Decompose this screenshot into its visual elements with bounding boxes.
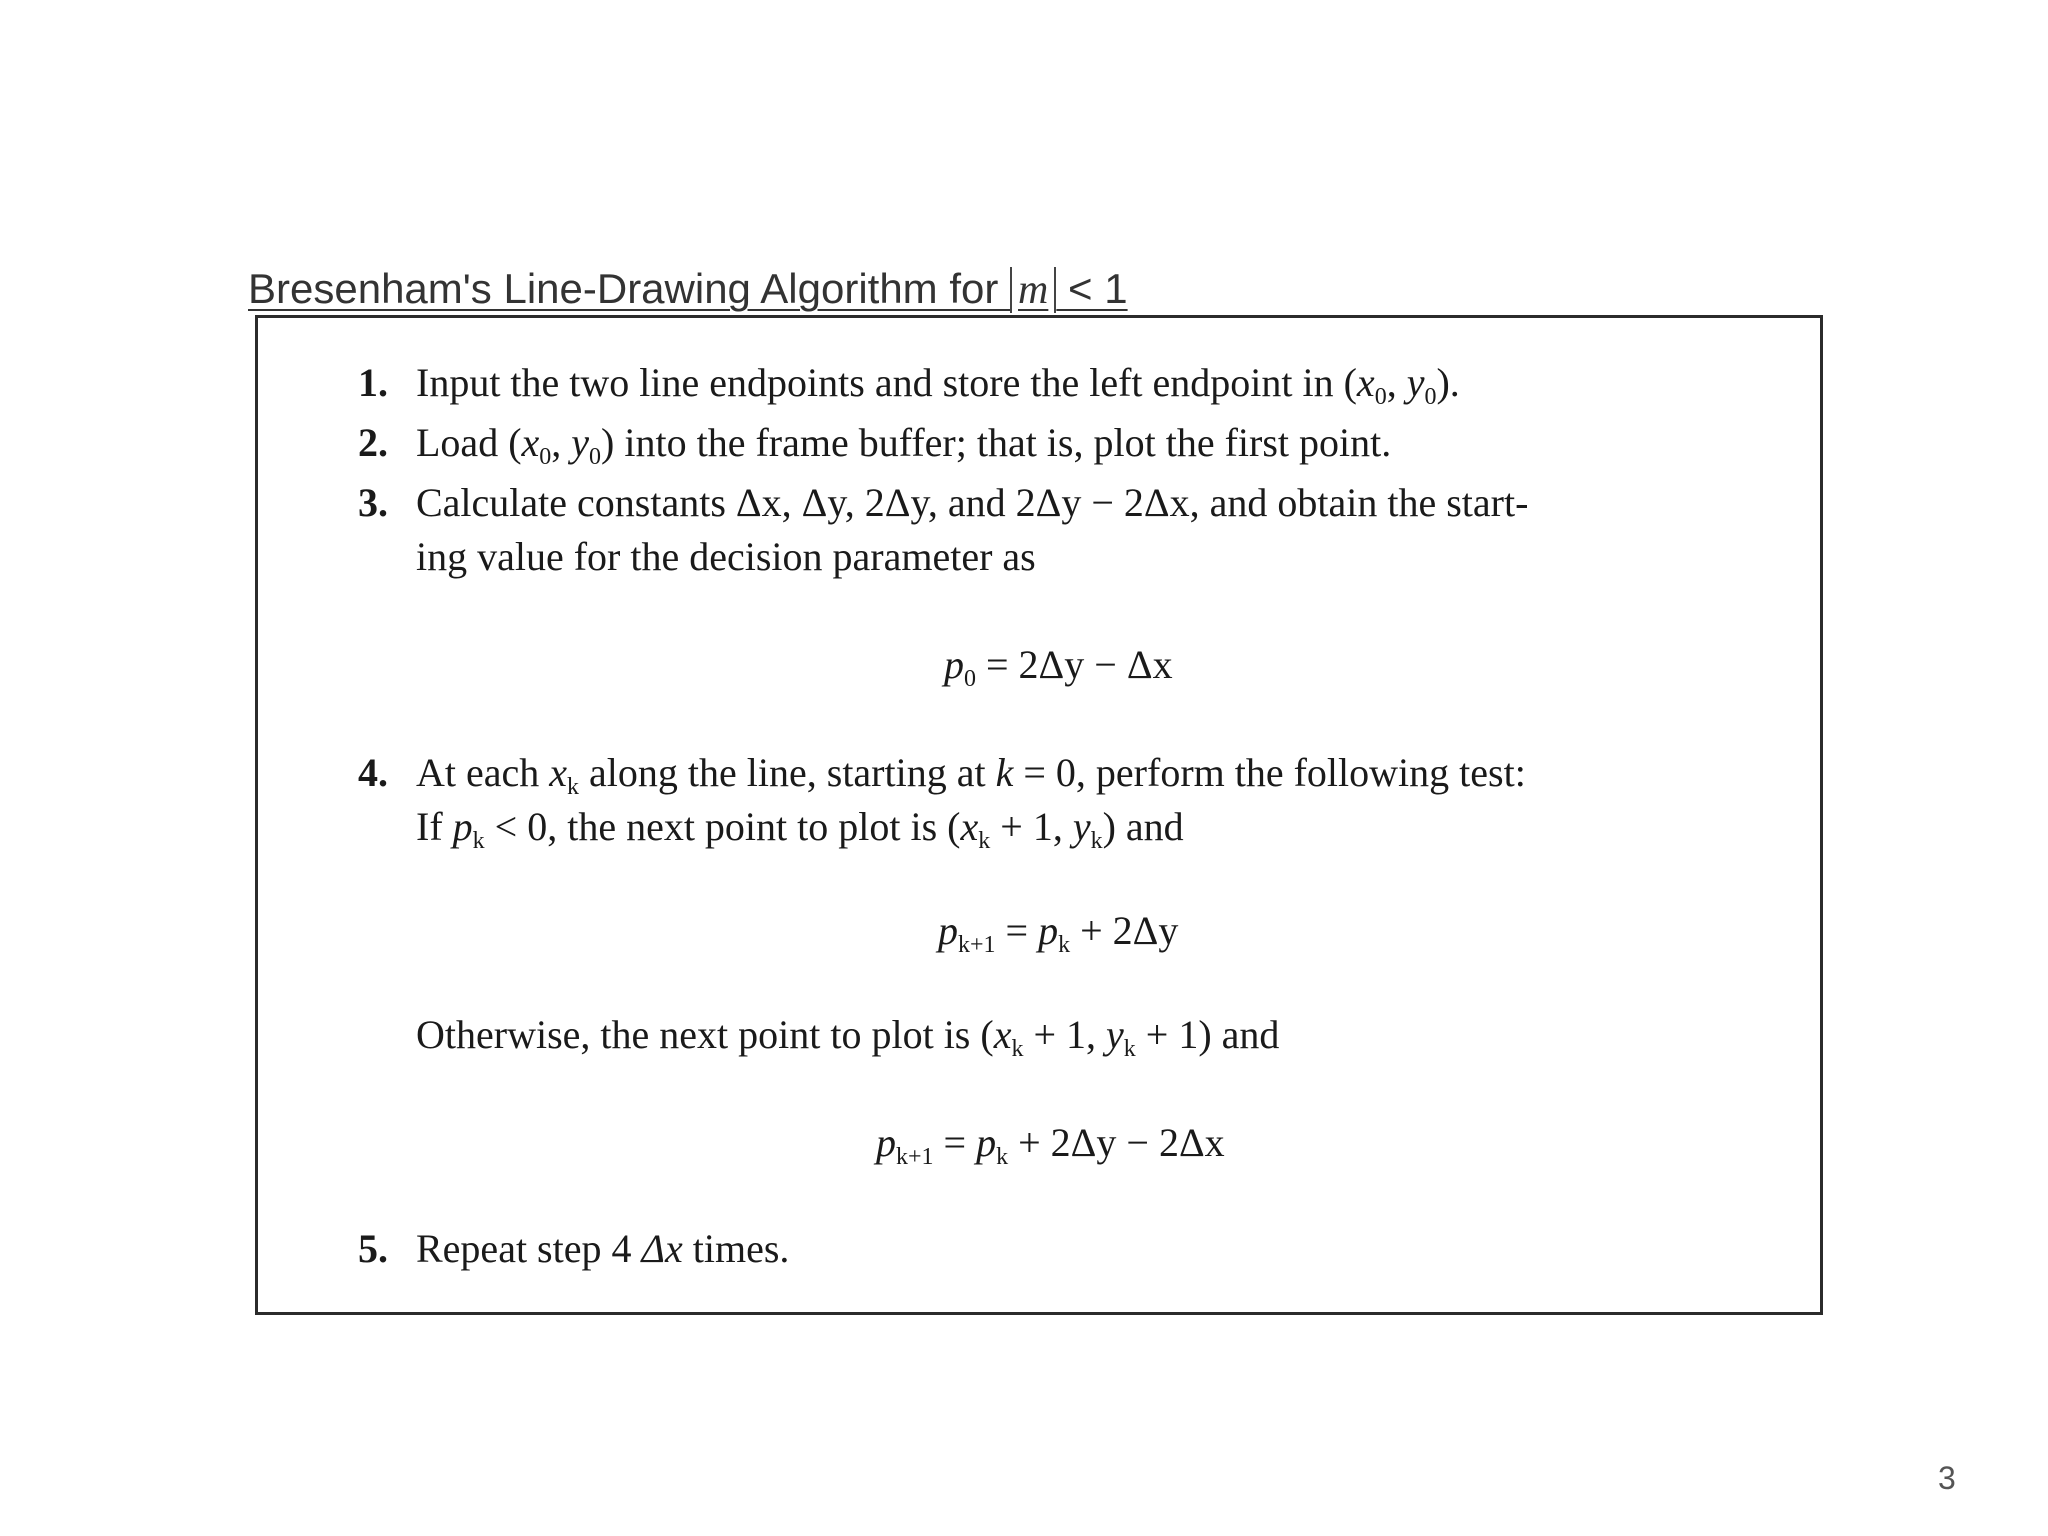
eq2-equals: = [995,908,1039,953]
step-4-p-sub: k [472,828,485,854]
step-4-cond-text: < 0, the next point to plot is ( [484,804,961,849]
step-5-number: 5. [358,1226,388,1271]
step-4-if: If [416,804,453,849]
step-5-text: Repeat step 4 [416,1226,642,1271]
otherwise-mid: + 1, [1023,1012,1107,1057]
step-3 [358,476,1528,530]
step-3-continuation: ing value for the decision parameter as [416,534,1036,579]
otherwise-text: Otherwise, the next point to plot is ( [416,1012,994,1057]
eq3-rhs: + 2Δy − 2Δx [1008,1120,1225,1165]
title-suffix: < 1 [1056,265,1128,312]
step-4-k: k [995,750,1014,795]
eq2-lhs: p [938,908,958,953]
eq3-lhs: p [876,1120,896,1165]
eq2-p: p [1038,908,1059,953]
equation-pk1-positive [938,904,1178,958]
step-2-number: 2. [358,420,388,465]
step-4-text-end: = 0, perform the following test: [1013,750,1526,795]
step-2 [358,416,1391,470]
step-5 [358,1222,789,1276]
otherwise-x-sub: k [1011,1036,1024,1062]
step-1 [358,356,1460,410]
otherwise-y: y [1106,1012,1124,1057]
step-4-p: p [452,804,473,849]
title-prefix: Bresenham's Line-Drawing Algorithm for [248,265,1011,312]
step-2-x-sub: 0 [539,444,552,470]
step-2-text: Load ( [416,420,522,465]
step-4-text: At each [416,750,550,795]
eq2-rhs: + 2Δy [1070,908,1179,953]
otherwise-end: + 1) and [1135,1012,1280,1057]
step-1-text-end: ). [1436,360,1460,405]
step-4-number: 4. [358,750,388,795]
step-2-x: x [521,420,540,465]
step-2-y: y [571,420,590,465]
step-1-y: y [1406,360,1425,405]
step-1-x-sub: 0 [1374,384,1387,410]
eq3-p: p [976,1120,997,1165]
step-4-cond-x-sub: k [978,828,991,854]
title-abs-m: m [1010,267,1056,313]
eq2-p-sub: k [1058,932,1071,958]
step-4-cond-end: ) and [1102,804,1184,849]
step-4 [358,746,1526,800]
eq3-equals: = [933,1120,977,1165]
step-4-condition [416,800,1184,854]
step-4-cond-y: y [1072,804,1091,849]
step-4-text-mid: along the line, starting at [579,750,996,795]
step-1-comma: , [1386,360,1407,405]
eq1-lhs: p [944,642,964,687]
step-4-x: x [549,750,568,795]
otherwise-x: x [993,1012,1012,1057]
step-2-comma: , [551,420,572,465]
step-5-dx: Δx [641,1226,683,1271]
step-2-text-end: ) into the frame buffer; that is, plot the first point. [601,420,1392,465]
page-number: 3 [1938,1460,1956,1496]
eq1-rhs: = 2Δy − Δx [976,642,1173,687]
step-3-text: Calculate constants Δx, Δy, 2Δy, and 2Δy − 2Δx, and obtain the start- [416,480,1529,525]
step-3-number: 3. [358,480,388,525]
otherwise-y-sub: k [1123,1036,1136,1062]
step-4-x-sub: k [567,774,580,800]
step-4-cond-y-sub: k [1090,828,1103,854]
eq1-lhs-sub: 0 [964,666,976,692]
step-1-text: Input the two line endpoints and store the left endpoint in ( [416,360,1357,405]
equation-pk1-negative [876,1116,1225,1170]
eq3-lhs-sub: k+1 [896,1144,934,1170]
otherwise-line [416,1008,1279,1062]
step-4-cond-mid: + 1, [990,804,1073,849]
step-1-x: x [1356,360,1375,405]
step-1-number: 1. [358,360,388,405]
eq3-p-sub: k [996,1144,1009,1170]
equation-p0 [944,638,1173,692]
step-2-y-sub: 0 [589,444,602,470]
step-1-y-sub: 0 [1424,384,1437,410]
algorithm-title [248,265,1128,314]
eq2-lhs-sub: k+1 [958,932,996,958]
step-5-text-end: times. [682,1226,790,1271]
step-4-cond-x: x [960,804,979,849]
